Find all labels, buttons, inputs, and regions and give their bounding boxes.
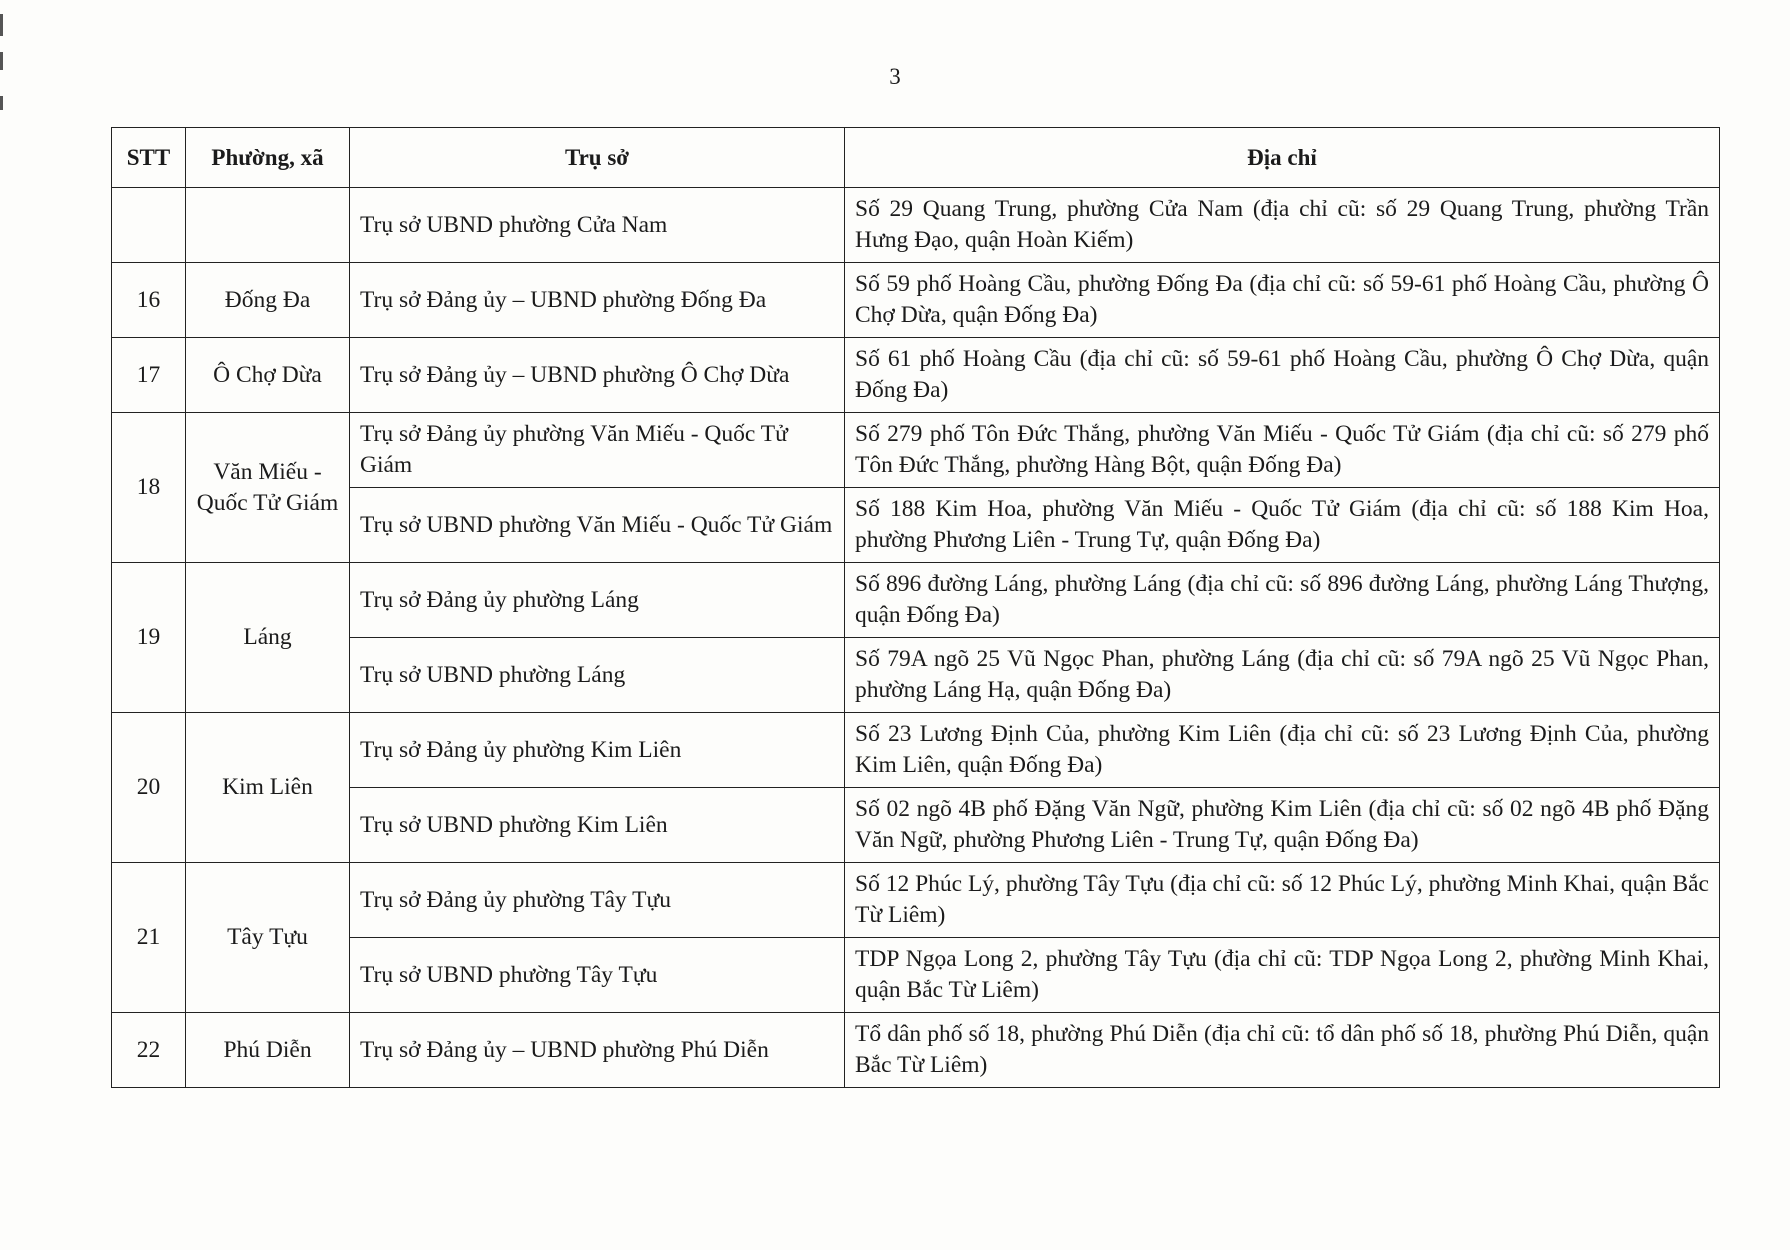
address-cell: Số 23 Lương Định Của, phường Kim Liên (địa chỉ cũ: số 23 Lương Định Của, phường Kim Liên, quận Đống Đa)	[845, 713, 1720, 788]
office-cell: Trụ sở UBND phường Tây Tựu	[350, 938, 845, 1013]
table-row	[112, 188, 1720, 263]
address-cell: Số 29 Quang Trung, phường Cửa Nam (địa chỉ cũ: số 29 Quang Trung, phường Trần Hưng Đạo, quận Hoàn Kiếm)	[845, 188, 1720, 263]
office-cell: Trụ sở Đảng ủy – UBND phường Ô Chợ Dừa	[350, 338, 845, 413]
stt-cell: 21	[112, 863, 186, 1013]
table-row	[112, 563, 1720, 638]
stt-cell: 17	[112, 338, 186, 413]
address-cell: Số 02 ngõ 4B phố Đặng Văn Ngữ, phường Kim Liên (địa chỉ cũ: số 02 ngõ 4B phố Đặng Văn Ngữ, phường Phương Liên - Trung Tự, quận Đống Đa)	[845, 788, 1720, 863]
table-header-row	[112, 128, 1720, 188]
ward-cell: Phú Diễn	[186, 1013, 350, 1088]
office-cell: Trụ sở Đảng ủy phường Láng	[350, 563, 845, 638]
ward-cell	[186, 188, 350, 263]
table-row	[112, 263, 1720, 338]
address-cell: Số 79A ngõ 25 Vũ Ngọc Phan, phường Láng (địa chỉ cũ: số 79A ngõ 25 Vũ Ngọc Phan, phường Láng Hạ, quận Đống Đa)	[845, 638, 1720, 713]
office-cell: Trụ sở Đảng ủy phường Kim Liên	[350, 713, 845, 788]
header-ward: Phường, xã	[186, 128, 350, 188]
stt-cell: 20	[112, 713, 186, 863]
address-cell: Số 61 phố Hoàng Cầu (địa chỉ cũ: số 59-61 phố Hoàng Cầu, phường Ô Chợ Dừa, quận Đống Đa)	[845, 338, 1720, 413]
scan-edge-mark	[0, 96, 3, 110]
office-cell: Trụ sở Đảng ủy – UBND phường Đống Đa	[350, 263, 845, 338]
table-row	[112, 413, 1720, 488]
table-row	[112, 488, 1720, 563]
address-cell: TDP Ngọa Long 2, phường Tây Tựu (địa chỉ cũ: TDP Ngọa Long 2, phường Minh Khai, quận Bắc Từ Liêm)	[845, 938, 1720, 1013]
office-cell: Trụ sở Đảng ủy phường Tây Tựu	[350, 863, 845, 938]
ward-cell: Văn Miếu - Quốc Tử Giám	[186, 413, 350, 563]
stt-cell	[112, 188, 186, 263]
ward-cell: Đống Đa	[186, 263, 350, 338]
page-number: 3	[889, 64, 901, 89]
table-row	[112, 1013, 1720, 1088]
address-cell: Số 896 đường Láng, phường Láng (địa chỉ cũ: số 896 đường Láng, phường Láng Thượng, quận Đống Đa)	[845, 563, 1720, 638]
address-cell: Số 59 phố Hoàng Cầu, phường Đống Đa (địa chỉ cũ: số 59-61 phố Hoàng Cầu, phường Ô Chợ Dừa, quận Đống Đa)	[845, 263, 1720, 338]
table-row	[112, 938, 1720, 1013]
scan-edge-mark	[0, 14, 3, 36]
office-cell: Trụ sở UBND phường Văn Miếu - Quốc Tử Giám	[350, 488, 845, 563]
header-address: Địa chỉ	[845, 128, 1720, 188]
stt-cell: 16	[112, 263, 186, 338]
office-cell: Trụ sở Đảng ủy phường Văn Miếu - Quốc Tử Giám	[350, 413, 845, 488]
ward-cell: Láng	[186, 563, 350, 713]
address-cell: Tổ dân phố số 18, phường Phú Diễn (địa chỉ cũ: tổ dân phố số 18, phường Phú Diễn, quận Bắc Từ Liêm)	[845, 1013, 1720, 1088]
ward-cell: Kim Liên	[186, 713, 350, 863]
table-row	[112, 338, 1720, 413]
address-cell: Số 188 Kim Hoa, phường Văn Miếu - Quốc Tử Giám (địa chỉ cũ: số 188 Kim Hoa, phường Phương Liên - Trung Tự, quận Đống Đa)	[845, 488, 1720, 563]
address-cell: Số 279 phố Tôn Đức Thắng, phường Văn Miếu - Quốc Tử Giám (địa chỉ cũ: số 279 phố Tôn Đức Thắng, phường Hàng Bột, quận Đống Đa)	[845, 413, 1720, 488]
office-cell: Trụ sở Đảng ủy – UBND phường Phú Diễn	[350, 1013, 845, 1088]
office-cell: Trụ sở UBND phường Kim Liên	[350, 788, 845, 863]
office-address-table	[111, 127, 1720, 1088]
address-cell: Số 12 Phúc Lý, phường Tây Tựu (địa chỉ cũ: số 12 Phúc Lý, phường Minh Khai, quận Bắc Từ Liêm)	[845, 863, 1720, 938]
ward-cell: Tây Tựu	[186, 863, 350, 1013]
header-office: Trụ sở	[350, 128, 845, 188]
table-row	[112, 713, 1720, 788]
header-stt: STT	[112, 128, 186, 188]
stt-cell: 18	[112, 413, 186, 563]
stt-cell: 22	[112, 1013, 186, 1088]
table-row	[112, 638, 1720, 713]
office-cell: Trụ sở UBND phường Láng	[350, 638, 845, 713]
table-row	[112, 788, 1720, 863]
table-row	[112, 863, 1720, 938]
stt-cell: 19	[112, 563, 186, 713]
office-cell: Trụ sở UBND phường Cửa Nam	[350, 188, 845, 263]
ward-cell: Ô Chợ Dừa	[186, 338, 350, 413]
